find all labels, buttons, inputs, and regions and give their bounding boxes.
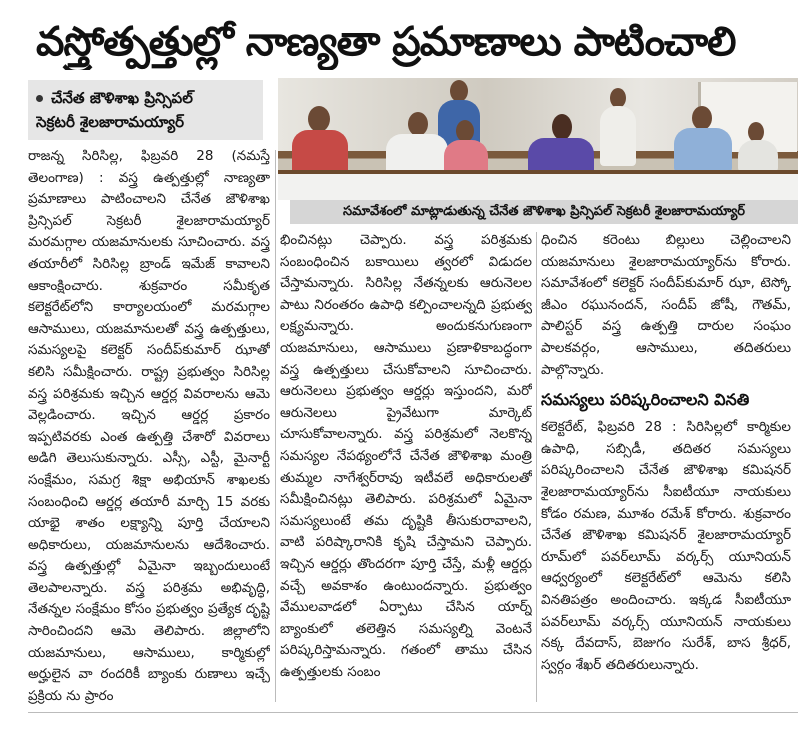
subhead-line-1 (36, 86, 255, 110)
photo-caption: సమావేశంలో మాట్లాడుతున్న చేనేత జౌళిశాఖ ప్రిన్సిపల్ సెక్రటరీ శైలజారామయ్యార్ (290, 200, 798, 224)
column-divider-2 (536, 232, 537, 702)
bottom-rule (28, 712, 798, 713)
subhead-line-2: సెక్రటరీ శైలజారామయ్యార్ (36, 113, 184, 131)
subhead-box (28, 80, 263, 140)
headline: వస్త్రోత్పత్తుల్లో నాణ్యతా ప్రమాణాలు పాటించాలి (36, 19, 736, 65)
column-3-text-1: ధించిన కరెంటు బిల్లులు చెల్లించాలని యజమానులు శైలజారామయ్యార్‌ను కోరారు. సమావేశంలో కలెక్టర్ సందీప్‌కుమార్ ఝా, టెస్కో జీఎం రఘునందన్, సందీప్ జోషీ, గౌతమ్, పాలిస్టర్ వస్త్ర ఉత్పత్తి దారుల సంఘం పాలకవర్గం, ఆసాములు, తదితరులు పాల్గొన్నారు. (541, 232, 791, 378)
column-2-text: భించినట్లు చెప్పారు. వస్త్ర పరిశ్రమకు సంబంధించిన బకాయిలు త్వరలో విడుదల చేస్తామన్నారు. సిరిసిల్ల నేతన్నలకు ఆరునెలల పాటు నిరంతరం ఉపాధి కల్పించాలన్నది ప్రభుత్వ లక్ష్యమన్నారు. అందుకనుగుణంగా యజమానులు, ఆసాములు ప్రణాళికాబద్ధంగా వస్త్ర ఉత్పత్తులు చేసుకోవాలని సూచించారు. ఆరునెలలు ప్రభుత్వం ఆర్డర్లు ఇస్తుందని, మరో ఆరునెలలు ప్రైవేటుగా మార్కెట్ చూసుకోవాలన్నారు. వస్త్ర పరిశ్రమలో నెలకొన్న సమస్యల నేపథ్యంలోనే చేనేత జౌళిశాఖ మంత్రి తుమ్మల నాగేశ్వర్‌రావు ఇటీవలే అధికారులతో సమీక్షించినట్లు తెలిపారు. పరిశ్రమలో ఏమైనా సమస్యలుంటే తమ దృష్టికి తీసుకురావాలని, వాటి పరిష్కారానికి కృషి చేస్తామని చెప్పారు. ఇచ్చిన ఆర్డర్లు తొందరగా పూర్తి చేస్తే, మళ్లీ ఆర్డర్లు వచ్చే అవకాశం ఉంటుందన్నారు. ప్రభుత్వం వేములవాడలో ఏర్పాటు చేసిన యార్న్ బ్యాంకులో తలెత్తిన సమస్యల్ని వెంటనే పరిష్కరిస్తామన్నారు. గతంలో తాము చేసిన ఉత్పత్తులకు సంబం (280, 232, 532, 680)
bullet-icon (36, 95, 43, 102)
meeting-photo (278, 78, 798, 200)
column-3-text-2: కలెక్టరేట్, ఫిబ్రవరి 28 : సిరిసిల్లలో కార్మికుల ఉపాధి, సబ్సిడీ, తదితర సమస్యలు పరిష్కరించాలని చేనేత జౌళిశాఖ కమిషనర్ శైలజారామయ్యార్‌ను సీఐటీయూ నాయకులు కోడం రమణ, మూశం రమేశ్ కోరారు. శుక్రవారం చేనేత జౌళిశాఖ కమిషనర్ శైలజారామయ్యార్ రూమ్‌లో పవర్‌లూమ్ వర్కర్స్ యూనియన్ ఆధ్వర్యంలో కలెక్టరేట్‌లో ఆమెను కలిసి వినతిపత్రం అందించారు. ఇక్కడ సీఐటీయూ పవర్‌లూమ్ వర్కర్స్ యూనియన్ నాయకులు నక్క దేవదాస్, బెజుగం సురేశ్, బాస శ్రీధర్, స్వర్గం శేఖర్ తదితరులున్నారు. (541, 419, 791, 673)
article-column-2 (280, 230, 532, 706)
column-3-subheading: సమస్యలు పరిష్కరించాలని వినతి (541, 390, 750, 410)
article-column-3 (541, 230, 791, 706)
article-column-1 (28, 146, 270, 706)
column-1-text: రాజన్న సిరిసిల్ల, ఫిబ్రవరి 28 (నమస్తే తెలంగాణ) : వస్త్ర ఉత్పత్తుల్లో నాణ్యతా ప్రమాణాలు పాటించాలని చేనేత జౌళిశాఖ ప్రిన్సిపల్ సెక్రటరీ శైలజారామయ్యార్ మరమగ్గాల యజమానులకు సూచించారు. వస్త్ర తయారీలో సిరిసిల్ల బ్రాండ్ ఇమేజ్ కావాలని ఆకాంక్షించారు. శుక్రవారం సమీకృత కలెక్టరేట్‌లోని కార్యాలయంలో మరమగ్గాల ఆసాములు, యజమానులతో వస్త్ర ఉత్పత్తులు, సమస్యలపై కలెక్టర్ సందీప్‌కుమార్ ఝాతో కలిసి సమీక్షించారు. రాష్ట్ర ప్రభుత్వం సిరిసిల్ల వస్త్ర పరిశ్రమకు ఇచ్చిన ఆర్డర్ల వివరాలను ఆమె వెల్లడించారు. ఇచ్చిన ఆర్డర్ల ప్రకారం ఇప్పటివరకు ఎంత ఉత్పత్తి చేశారో వివరాలు అడిగి తెలుసుకున్నారు. ఎస్సీ, ఎస్టీ, మైనార్టీ సంక్షేమం, సమగ్ర శిక్షా అభియాన్ శాఖలకు సంబంధించి ఆర్డర్ల తయారీ మార్చి 15 వరకు యాభై శాతం లక్ష్యాన్ని పూర్తి చేయాలని అధికారులు, యజమానులను ఆదేశించారు. వస్త్ర ఉత్పత్తుల్లో ఏమైనా ఇబ్బందులుంటే తెలపాలన్నారు. వస్త్ర పరిశ్రమ అభివృద్ధి, నేతన్నల సంక్షేమం కోసం ప్రభుత్వం ప్రత్యేక దృష్టి సారించిందని ఆమె తెలిపారు. జిల్లాలోని యజమానులు, ఆసాములు, కార్మికుల్లో అర్హులైన వా రందరికీ బ్యాంకు రుణాలు ఇచ్చే ప్రక్రియ ను ప్రారం (28, 148, 270, 704)
column-divider-1 (275, 150, 276, 702)
subhead-line-1-text: చేనేత జౌళిశాఖ ప్రిన్సిపల్ (51, 89, 193, 107)
photo-table (278, 170, 798, 200)
